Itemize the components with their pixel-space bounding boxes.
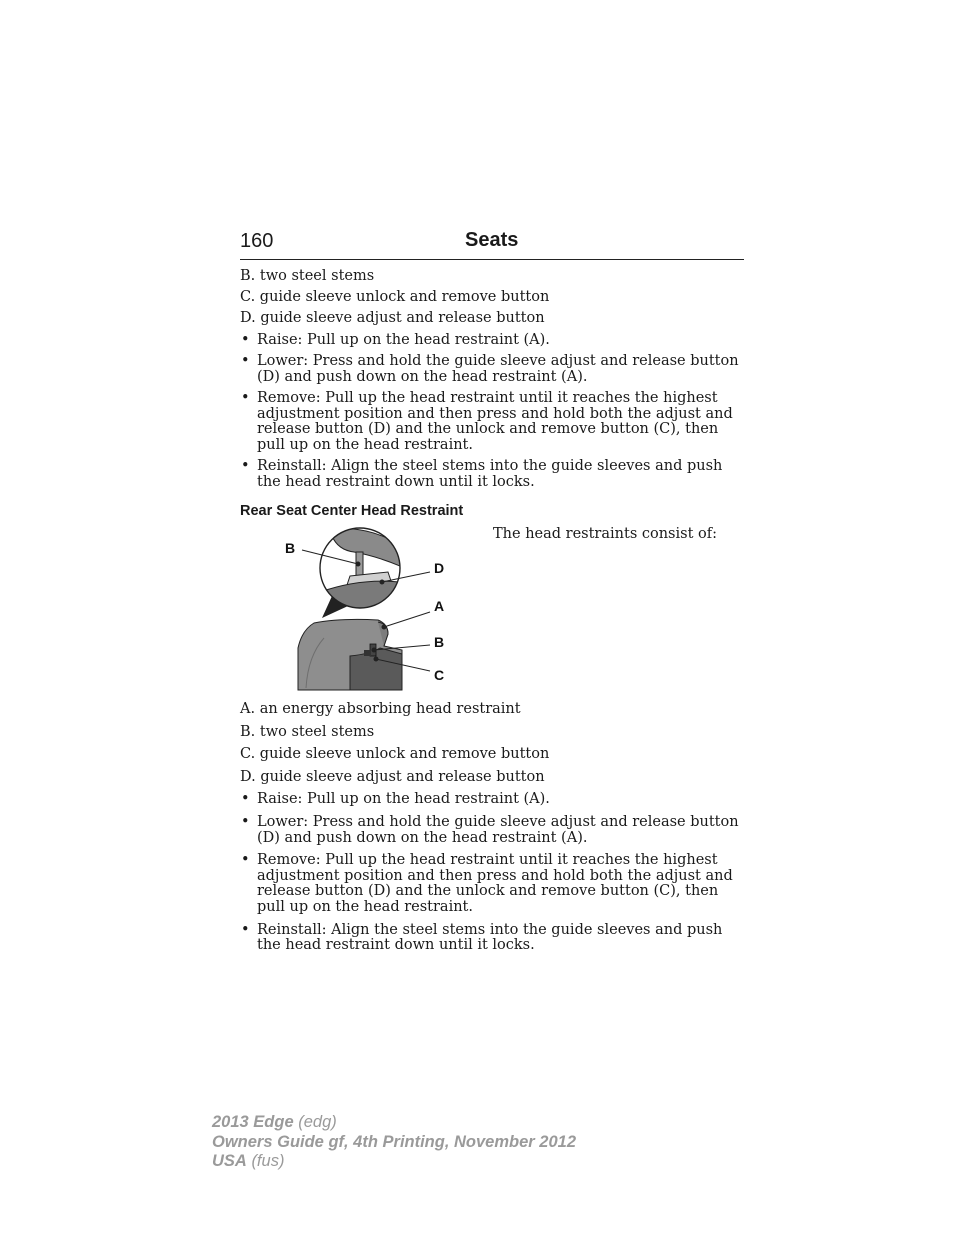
bullet-item: • Reinstall: Align the steel stems into the guide sleeves and push the head restraint down until it locks. xyxy=(241,458,723,490)
head-restraint-illustration xyxy=(280,526,460,694)
label-b-top: B xyxy=(285,540,296,556)
top-content xyxy=(240,269,740,496)
bullet-item: • Reinstall: Align the steel stems into the guide sleeves and push the head restraint down until it locks. xyxy=(241,921,723,954)
page-number: 160 xyxy=(240,230,274,252)
bullet-item: • Lower: Press and hold the guide sleeve adjust and release button (D) and push down on the head restraint (A). xyxy=(241,813,739,846)
label-d: D xyxy=(434,560,445,576)
list-item: C. guide sleeve unlock and remove button xyxy=(240,289,550,306)
label-c: C xyxy=(434,667,445,683)
footer-line-printing: Owners Guide gf, 4th Printing, November 2012 xyxy=(212,1132,576,1151)
label-a: A xyxy=(434,598,445,614)
bullet-icon: • xyxy=(241,389,250,406)
list-item: D. guide sleeve adjust and release button xyxy=(240,310,545,327)
bullet-item: • Lower: Press and hold the guide sleeve adjust and release button (D) and push down on the head restraint (A). xyxy=(241,352,739,385)
page-header xyxy=(240,228,744,260)
bullet-icon: • xyxy=(241,331,250,348)
footer-line-region: USA (fus) xyxy=(212,1152,285,1170)
section-title: Seats xyxy=(465,229,519,251)
bullet-icon: • xyxy=(241,852,250,869)
footer-line-model: 2013 Edge (edg) xyxy=(212,1113,337,1131)
seat-back-shape xyxy=(298,619,402,690)
page-footer xyxy=(212,1113,576,1172)
bullet-list xyxy=(240,792,740,953)
list-item: A. an energy absorbing head restraint xyxy=(240,701,521,717)
bullet-item: • Raise: Pull up on the head restraint (A). xyxy=(241,331,550,348)
bullet-item: • Raise: Pull up on the head restraint (A). xyxy=(241,791,550,808)
subheading: Rear Seat Center Head Restraint xyxy=(240,503,464,519)
bullet-icon: • xyxy=(241,352,250,369)
bullet-item: • Remove: Pull up the head restraint until it reaches the highest adjustment position and then press and hold both the adjust and release button (D) and the unlock and remove button (C), then pull up on the head restraint. xyxy=(241,852,733,915)
list-item: B. two steel stems xyxy=(240,268,375,284)
bullet-icon: • xyxy=(241,791,250,808)
bullet-icon: • xyxy=(241,921,250,938)
intro-text: The head restraints consist of: xyxy=(493,526,717,542)
list-item: C. guide sleeve unlock and remove button xyxy=(240,746,550,763)
bullet-item: • Remove: Pull up the head restraint until it reaches the highest adjustment position and then press and hold both the adjust and release button (D) and the unlock and remove button (C), then pull up on the head restraint. xyxy=(241,389,733,453)
detail-magnifier xyxy=(320,528,400,618)
label-b-bottom: B xyxy=(434,634,445,650)
bullet-list xyxy=(240,333,740,491)
bottom-content xyxy=(240,702,740,961)
bullet-icon: • xyxy=(241,458,250,475)
list-item: B. two steel stems xyxy=(240,723,375,740)
list-item: D. guide sleeve adjust and release button xyxy=(240,768,545,785)
bullet-icon: • xyxy=(241,813,250,830)
